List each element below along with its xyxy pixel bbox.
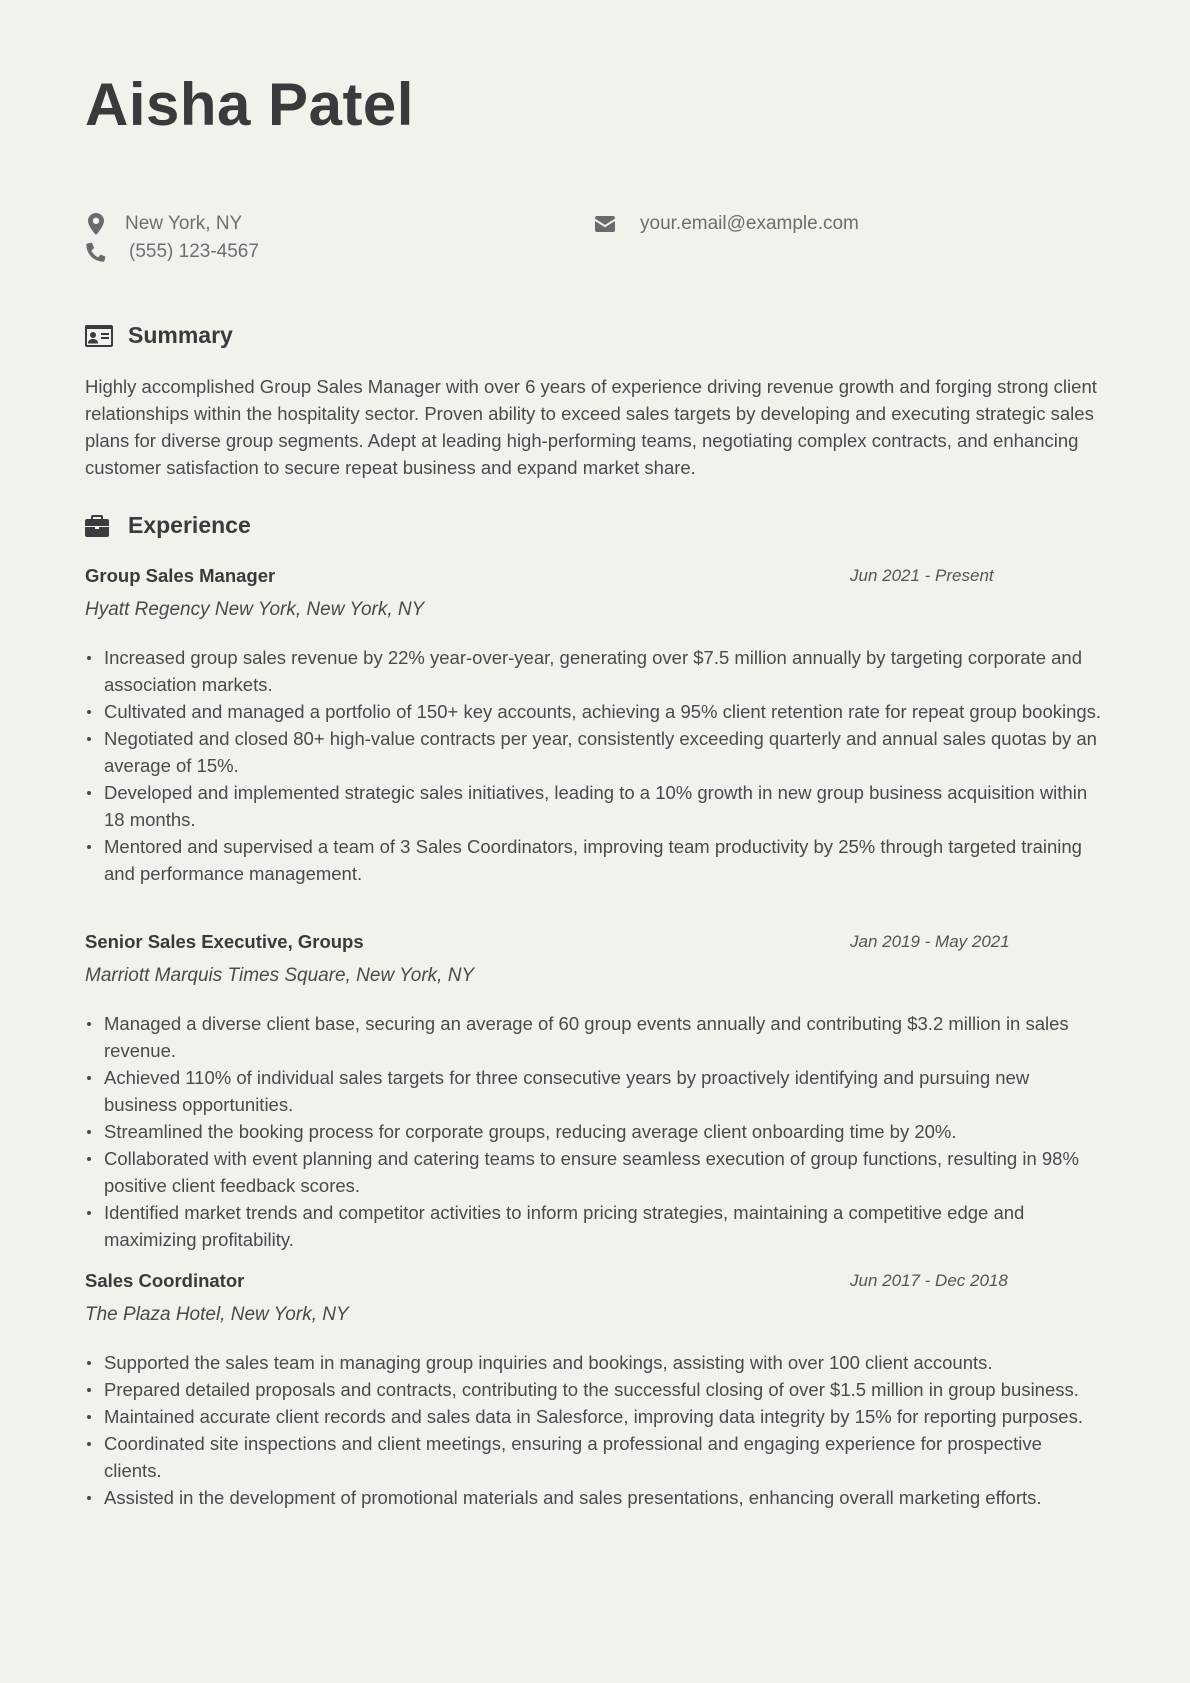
summary-heading bbox=[85, 322, 233, 349]
job-bullets bbox=[85, 1349, 1104, 1511]
experience-heading bbox=[85, 512, 251, 539]
job-title: Senior Sales Executive, Groups bbox=[85, 931, 364, 952]
job-bullet: Maintained accurate client records and sales data in Salesforce, improving data integrity by 15% for reporting purposes. bbox=[104, 1403, 1104, 1430]
job-dates: Jun 2017 - Dec 2018 bbox=[850, 1271, 1008, 1290]
contact-email bbox=[594, 213, 859, 235]
job-bullet: Cultivated and managed a portfolio of 150+ key accounts, achieving a 95% client retention rate for repeat group bookings. bbox=[104, 698, 1104, 725]
job-bullet: Supported the sales team in managing group inquiries and bookings, assisting with over 100 client accounts. bbox=[104, 1349, 1104, 1376]
summary-text: Highly accomplished Group Sales Manager with over 6 years of experience driving revenue growth and forging strong client relationships within the hospitality sector. Proven ability to exceed sales targets by developing and executing strategic sales plans for diverse group segments. Adept at leading high-performing teams, negotiating complex contracts, and enhancing customer satisfaction to secure repeat business and expand market share. bbox=[85, 376, 1097, 478]
job-company: Marriott Marquis Times Square, New York, NY bbox=[85, 965, 475, 986]
phone-text[interactable]: (555) 123-4567 bbox=[129, 241, 259, 262]
briefcase-icon bbox=[85, 514, 113, 538]
job-bullet: Identified market trends and competitor activities to inform pricing strategies, maintaining a competitive edge and maximizing profitability. bbox=[104, 1199, 1104, 1253]
job-bullet: Streamlined the booking process for corporate groups, reducing average client onboarding time by 20%. bbox=[104, 1118, 1104, 1145]
job-title: Sales Coordinator bbox=[85, 1270, 245, 1291]
location-text: New York, NY bbox=[125, 213, 243, 234]
email-link[interactable]: your.email@example.com bbox=[640, 213, 859, 234]
job-bullet: Coordinated site inspections and client meetings, ensuring a professional and engaging experience for prospective clients. bbox=[104, 1430, 1104, 1484]
id-card-icon bbox=[85, 324, 113, 348]
job-bullets bbox=[85, 1010, 1104, 1253]
candidate-name: Aisha Patel bbox=[85, 71, 414, 138]
job-bullet: Managed a diverse client base, securing an average of 60 group events annually and contributing $3.2 million in sales revenue. bbox=[104, 1010, 1104, 1064]
job-company: Hyatt Regency New York, New York, NY bbox=[85, 599, 425, 620]
job-bullet: Negotiated and closed 80+ high-value contracts per year, consistently exceeding quarterly and annual sales quotas by an average of 15%. bbox=[104, 725, 1104, 779]
job-bullets bbox=[85, 644, 1104, 887]
map-marker-icon bbox=[85, 213, 107, 235]
summary-heading-text: Summary bbox=[128, 322, 233, 348]
job-bullet: Developed and implemented strategic sales initiatives, leading to a 10% growth in new group business acquisition within 18 months. bbox=[104, 779, 1104, 833]
phone-icon bbox=[85, 241, 107, 263]
contact-location bbox=[85, 213, 242, 235]
job-dates: Jun 2021 - Present bbox=[850, 566, 994, 585]
experience-heading-text: Experience bbox=[128, 512, 251, 538]
envelope-icon bbox=[594, 213, 616, 235]
job-bullet: Prepared detailed proposals and contracts, contributing to the successful closing of over $1.5 million in group business. bbox=[104, 1376, 1104, 1403]
job-dates: Jan 2019 - May 2021 bbox=[850, 932, 1010, 951]
job-bullet: Mentored and supervised a team of 3 Sales Coordinators, improving team productivity by 25% through targeted training and performance management. bbox=[104, 833, 1104, 887]
job-company: The Plaza Hotel, New York, NY bbox=[85, 1304, 349, 1325]
job-bullet: Collaborated with event planning and catering teams to ensure seamless execution of group functions, resulting in 98% positive client feedback scores. bbox=[104, 1145, 1104, 1199]
job-bullet: Achieved 110% of individual sales targets for three consecutive years by proactively identifying and pursuing new business opportunities. bbox=[104, 1064, 1104, 1118]
contact-phone bbox=[85, 241, 259, 263]
job-bullet: Increased group sales revenue by 22% year-over-year, generating over $7.5 million annually by targeting corporate and association markets. bbox=[104, 644, 1104, 698]
job-bullet: Assisted in the development of promotional materials and sales presentations, enhancing overall marketing efforts. bbox=[104, 1484, 1104, 1511]
job-title: Group Sales Manager bbox=[85, 565, 276, 586]
